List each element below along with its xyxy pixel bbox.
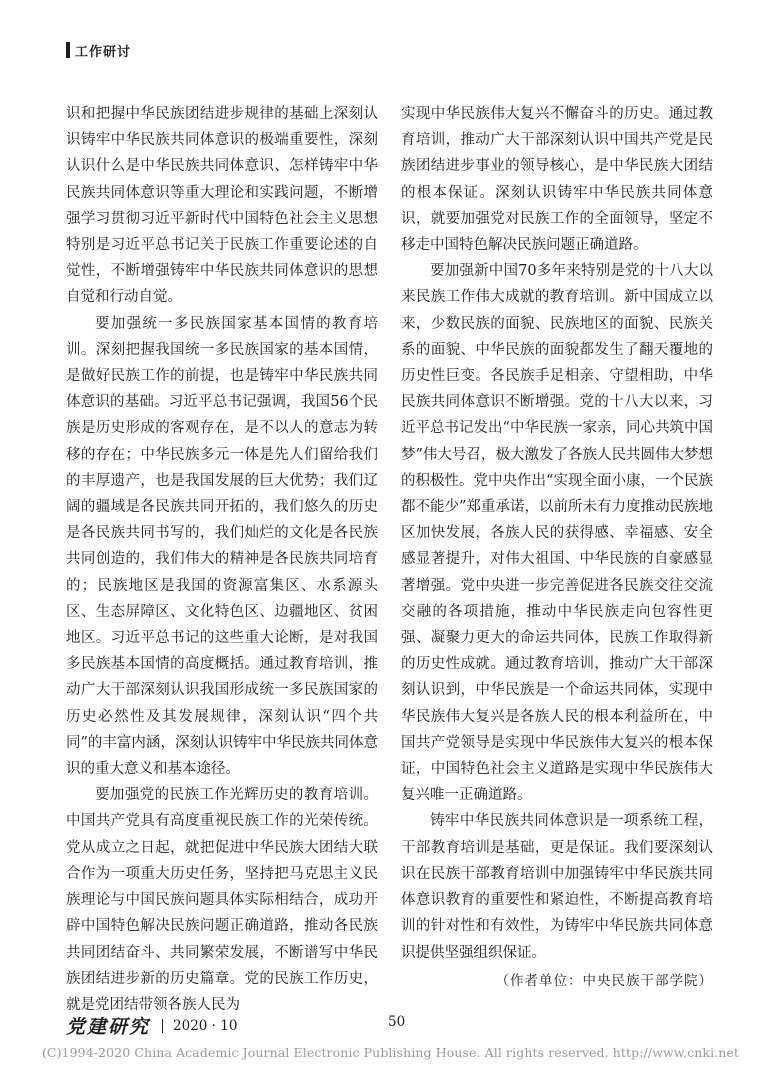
- author-affiliation: （作者单位：中央民族干部学院）: [495, 972, 713, 989]
- paragraph: 铸牢中华民族共同体意识是一项系统工程，干部教育培训是基础，更是保证。我们要深刻认识在民族干部教育培训中加强铸牢中华民族共同体意识教育的重要性和紧迫性，不断提高教育培训的针对性和有效性，为铸牢中华民族共同体意识提供坚强组织保证。: [401, 813, 713, 961]
- paragraph: 要加强党的民族工作光辉历史的教育培训。中国共产党具有高度重视民族工作的光荣传统。党从成立之日起，就把促进中华民族大团结大联合作为一项重大历史任务，坚持把马克思主义民族理论与中国民族问题具体实际相结合，成功开辟中国特色解决民族问题正确道路，推动各民族共同团结奋斗、共同繁荣发展，不断谱写中华民族团结进步新的历史篇章。党的民族工作历史，就是党团结带领各族人民为: [66, 787, 378, 1013]
- paragraph: 实现中华民族伟大复兴不懈奋斗的历史。通过教育培训，推动广大干部深刻认识中国共产党是民族团结进步事业的领导核心，是中华民族大团结的根本保证。深刻认识铸牢中华民族共同体意识，就要加强党对民族工作的全面领导，坚定不移走中国特色解决民族问题正确道路。: [401, 106, 713, 254]
- page-number: 50: [388, 1014, 406, 1030]
- page-footer: [66, 1012, 396, 1039]
- copyright-notice: (C)1994-2020 China Academic Journal Electronic Publishing House. All rights reserved. http://www.cnki.net: [41, 1045, 740, 1060]
- paragraph: 识和把握中华民族团结进步规律的基础上深刻认识铸牢中华民族共同体意识的极端重要性，深刻认识什么是中华民族共同体意识、怎样铸牢中华民族共同体意识等重大理论和实践问题，不断增强学习贯彻习近平新时代中国特色社会主义思想特别是习近平总书记关于民族工作重要论述的自觉性，不断增强铸牢中华民族共同体意识的思想自觉和行动自觉。: [66, 106, 378, 306]
- section-header: [66, 40, 131, 60]
- issue-number: 2020 · 10: [173, 1017, 238, 1034]
- left-column: [66, 101, 378, 1018]
- right-column: [401, 101, 713, 994]
- header-bar: [66, 42, 70, 58]
- section-title: 工作研讨: [75, 44, 132, 60]
- paragraph: 要加强新中国70多年来特别是党的十八大以来民族工作伟大成就的教育培训。新中国成立以来，少数民族的面貌、民族地区的面貌、民族关系的面貌、中华民族的面貌都发生了翻天覆地的历史性巨变。各民族手足相亲、守望相助，中华民族共同体意识不断增强。党的十八大以来，习近平总书记发出“中华民族一家亲，同心共筑中国梦”伟大号召，极大激发了各族人民共圆伟大梦想的积极性。党中央作出“实现全面小康，一个民族都不能少”郑重承诺，以前所未有力度推动民族地区加快发展，各族人民的获得感、幸福感、安全感显著提升，对伟大祖国、中华民族的自豪感显著增强。党中央进一步完善促进各民族交往交流交融的各项措施，推动中华民族走向包容性更强、凝聚力更大的命运共同体，民族工作取得新的历史性成就。通过教育培训，推动广大干部深刻认识到，中华民族是一个命运共同体，实现中华民族伟大复兴是各族人民的根本利益所在，中国共产党领导是实现中华民族伟大复兴的根本保证，中国特色社会主义道路是实现中华民族伟大复兴唯一正确道路。: [401, 263, 713, 804]
- footer-divider: [162, 1019, 163, 1033]
- paragraph: 要加强统一多民族国家基本国情的教育培训。深刻把握我国统一多民族国家的基本国情，是做好民族工作的前提，也是铸牢中华民族共同体意识的基础。习近平总书记强调，我国56个民族是历史形成的客观存在，是不以人的意志为转移的存在；中华民族多元一体是先人们留给我们的丰厚遗产，也是我国发展的巨大优势；我们辽阔的疆域是各民族共同开拓的，我们悠久的历史是各民族共同书写的，我们灿烂的文化是各民族共同创造的，我们伟大的精神是各民族共同培育的；民族地区是我国的资源富集区、水系源头区、生态屏障区、文化特色区、边疆地区、贫困地区。习近平总书记的这些重大论断，是对我国多民族基本国情的高度概括。通过教育培训，推动广大干部深刻认识我国形成统一多民族国家的历史必然性及其发展规律，深刻认识“四个共同”的丰富内涵，深刻认识铸牢中华民族共同体意识的重大意义和基本途径。: [66, 315, 378, 778]
- journal-name: 党建研究: [66, 1016, 151, 1038]
